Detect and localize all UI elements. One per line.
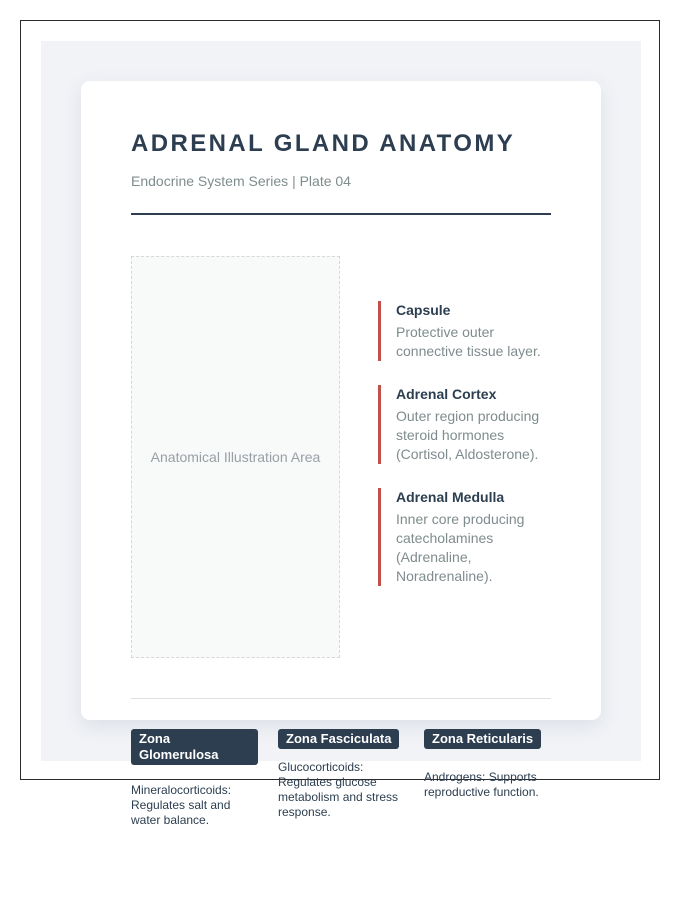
- title-divider: [131, 213, 551, 215]
- zone-tag: Zona Glomerulosa: [131, 729, 258, 765]
- zone-glomerulosa: [131, 729, 258, 827]
- zone-reticularis: [424, 729, 551, 799]
- feature-capsule: [378, 301, 548, 361]
- section-divider: [131, 698, 551, 699]
- feature-description: Inner core producing catecholamines (Adrenaline, Noradrenaline).: [396, 511, 525, 584]
- illustration-placeholder-text: Anatomical Illustration Area: [150, 449, 321, 465]
- feature-description: Protective outer connective tissue layer.: [396, 324, 541, 359]
- page-subtitle: Endocrine System Series | Plate 04: [131, 173, 351, 189]
- feature-adrenal-medulla: [378, 488, 548, 586]
- page-title: ADRENAL GLAND ANATOMY: [131, 130, 516, 157]
- zone-fasciculata: [278, 729, 405, 819]
- feature-title: Adrenal Medulla: [396, 489, 505, 505]
- zone-description: Mineralocorticoids: Regulates salt and water balance.: [131, 783, 232, 827]
- illustration-area: [131, 256, 340, 658]
- zone-description: Glucocorticoids: Regulates glucose metabolism and stress response.: [278, 760, 399, 819]
- zone-tag: Zona Reticularis: [424, 729, 541, 749]
- feature-adrenal-cortex: [378, 385, 548, 464]
- feature-title: Capsule: [396, 302, 451, 318]
- feature-description: Outer region producing steroid hormones (Cortisol, Aldosterone).: [396, 408, 540, 462]
- zone-description: Androgens: Supports reproductive function.: [424, 770, 539, 799]
- zone-tag: Zona Fasciculata: [278, 729, 399, 749]
- feature-title: Adrenal Cortex: [396, 386, 497, 402]
